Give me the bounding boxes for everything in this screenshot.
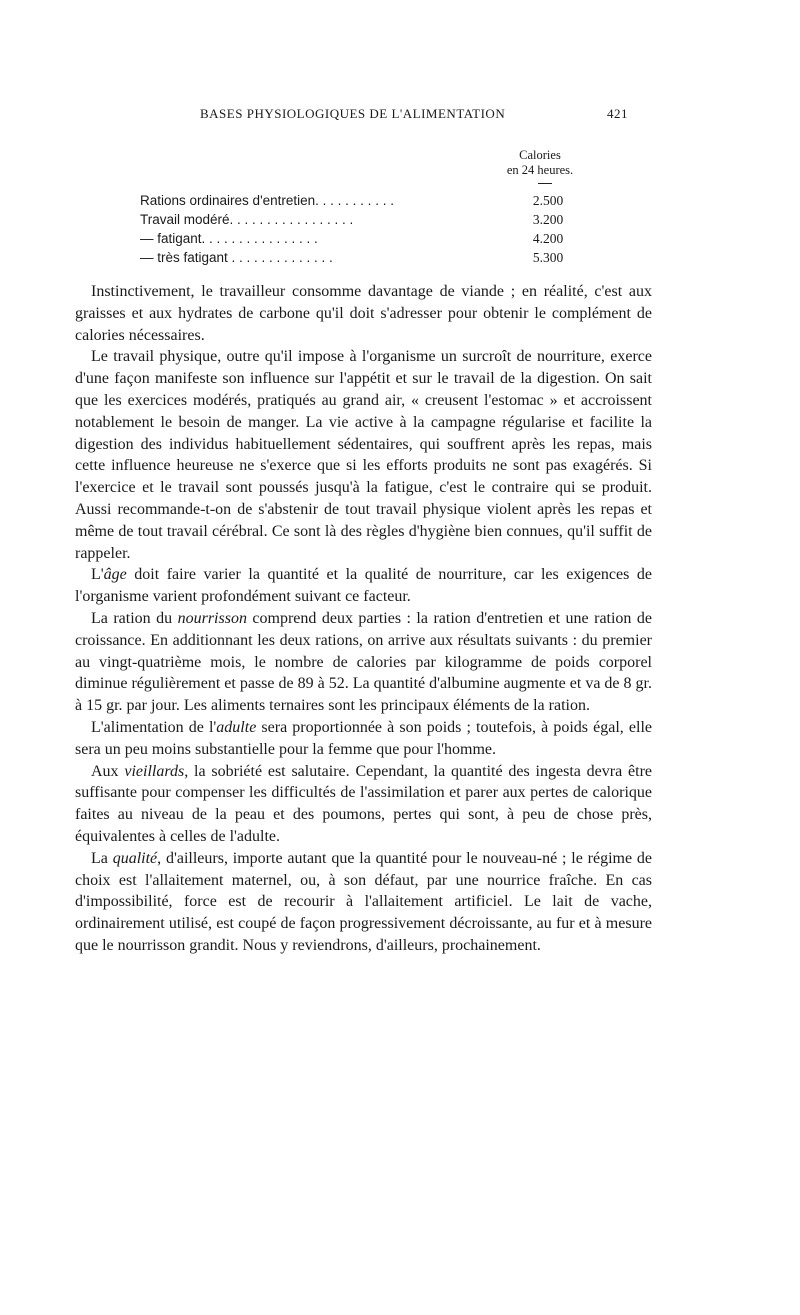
paragraph-quality bbox=[75, 848, 652, 957]
column-heading-line2: en 24 heures. bbox=[506, 163, 574, 177]
table-row-value: 4.200 bbox=[532, 231, 564, 246]
text-run: La bbox=[91, 849, 113, 867]
paragraph-elderly bbox=[75, 761, 652, 848]
text-run: , d'ailleurs, importe autant que la quantité pour le nouveau-né ; le régime de choix est l'allaitement maternel, ou, à son défaut, par une nourrice fraîche. En cas d'impossibilité, force est de recourir à l'allaitement artificiel. Le lait de vache, ordinairement utilisé, est coupé de façon progressivement décroissante, au fur et à mesure que le nourrisson grandit. Nous y reviendrons, d'ailleurs, prochainement. bbox=[75, 849, 653, 954]
text-run: sera proportionnée à son poids ; toutefois, à poids égal, elle sera un peu moins substantielle pour la femme que pour l'homme. bbox=[75, 718, 653, 758]
text-run: , la sobriété est salutaire. Cependant, la quantité des ingesta devra être suffisante pour compenser les difficultés de l'assimilation et parer aux pertes de calorique faites au niveau de la peau et des poumons, pertes qui sont, à peu de chose près, équivalentes à celles de l'adulte. bbox=[75, 762, 652, 845]
table-row bbox=[140, 248, 580, 267]
text-run: L' bbox=[91, 566, 104, 584]
table-row bbox=[140, 191, 580, 210]
page-number: 421 bbox=[607, 106, 628, 121]
text-run: comprend deux parties : la ration d'entretien et une ration de croissance. En additionnant les deux rations, on arrive aux résultats suivants : du premier au vingt-quatrième mois, le nombre de calories par kilogramme de poids corporel diminue régulièrement et passe de 89 à 52. La quantité d'albumine augmente et va de 8 gr. à 15 gr. par jour. Les aliments ternaires sont les principaux éléments de la ration. bbox=[75, 609, 652, 715]
text-run: L'alimentation de l' bbox=[91, 718, 217, 736]
emphasis-nourrisson: nourrisson bbox=[177, 609, 247, 627]
emphasis-qualite: qualité bbox=[112, 849, 158, 867]
table-row-value: 2.500 bbox=[532, 193, 564, 208]
column-heading-line1: Calories bbox=[519, 148, 561, 162]
column-heading bbox=[492, 148, 588, 178]
table-row-value: 3.200 bbox=[532, 212, 564, 227]
paragraph-age bbox=[75, 564, 652, 608]
table-row-label: — fatigant. . . . . . . . . . . . . . . . bbox=[140, 231, 318, 246]
table-row bbox=[140, 229, 580, 248]
text-run: Aux bbox=[91, 762, 125, 780]
calorie-table bbox=[140, 191, 580, 267]
emphasis-vieillards: vieillards bbox=[124, 762, 185, 780]
table-row-label: Travail modéré. . . . . . . . . . . . . . . . . bbox=[140, 212, 354, 227]
paragraph-infant bbox=[75, 608, 652, 717]
emphasis-adulte: adulte bbox=[216, 718, 257, 736]
column-rule bbox=[538, 183, 552, 184]
table-row-label: — très fatigant . . . . . . . . . . . . . . bbox=[140, 250, 333, 265]
paragraph-physical-work: Le travail physique, outre qu'il impose à l'organisme un surcroît de nourriture, exerce d'une façon manifeste son influence sur l'appétit et sur le travail de la digestion. On sait que les exercices modérés, pratiqués au grand air, « creusent l'estomac » et accroissent notablement le besoin de manger. La vie active à la campagne régularise et facilite la digestion des individus habituellement sédentaires, qui souffrent après les repas, mais cette influence heureuse ne s'exerce que si les efforts produits ne sont pas exagérés. Si l'exercice et le travail sont poussés jusqu'à la fatigue, c'est le contraire qui se produit. Aussi recommande-t-on de s'abstenir de tout travail physique violent après les repas et même de tout travail cérébral. Ce sont là des règles d'hygiène bien connues, qu'il suffit de rappeler. bbox=[75, 348, 652, 562]
paragraph-adult bbox=[75, 717, 652, 761]
emphasis-age: âge bbox=[103, 566, 127, 584]
table-row-value: 5.300 bbox=[532, 250, 564, 265]
table-row-label: Rations ordinaires d'entretien. . . . . . . . . . . bbox=[140, 193, 394, 208]
text-run: doit faire varier la quantité et la qualité de nourriture, car les exigences de l'organisme varient profondément suivant ce facteur. bbox=[75, 566, 652, 606]
running-title: BASES PHYSIOLOGIQUES DE L'ALIMENTATION bbox=[200, 106, 506, 121]
paragraph-worker: Instinctivement, le travailleur consomme davantage de viande ; en réalité, c'est aux graisses et aux hydrates de carbone qu'il doit s'adresser pour obtenir le complément de calories nécessaires. bbox=[75, 283, 652, 344]
body-text bbox=[75, 281, 652, 957]
text-run: La ration du bbox=[91, 609, 178, 627]
table-row bbox=[140, 210, 580, 229]
